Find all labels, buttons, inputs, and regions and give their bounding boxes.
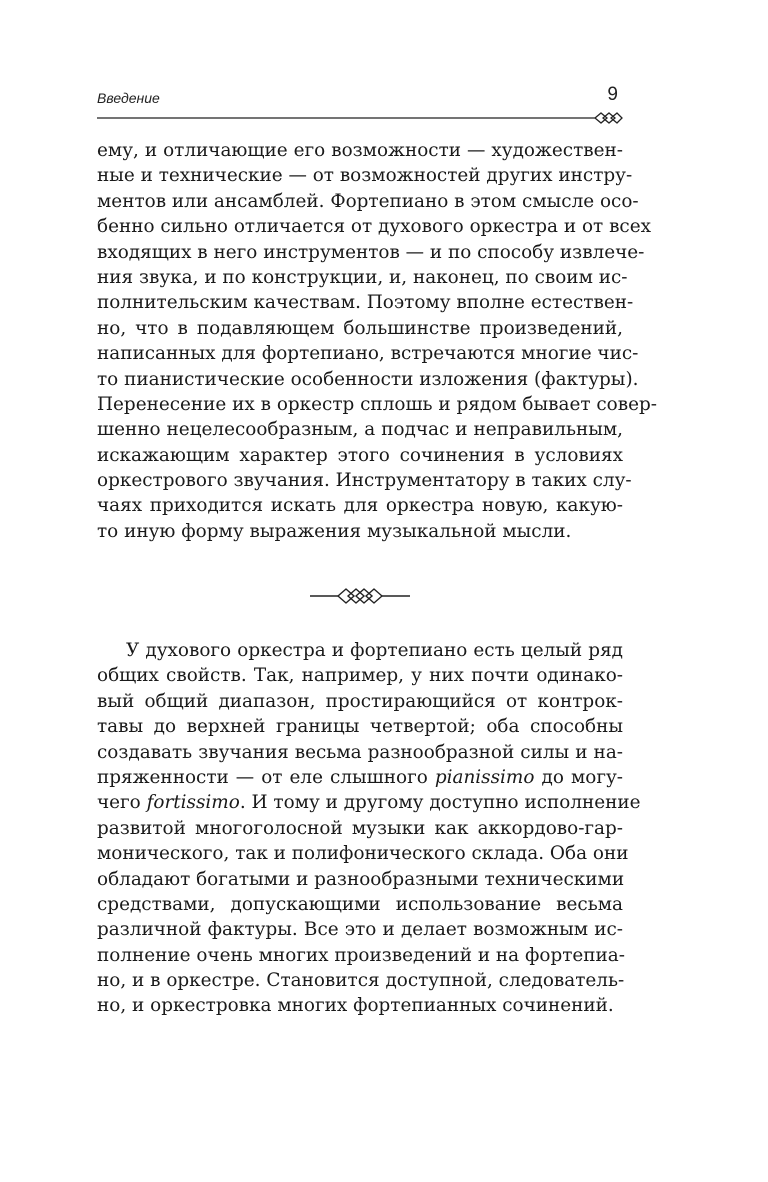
running-head: Введение [97,90,160,106]
text-line-with-italic [97,765,623,790]
text-line: написанных для фортепиано, встречаются многие чис- [97,343,639,365]
italic-term: pianissimo [434,766,535,788]
text-line: входящих в него инструментов — и по способу извлече- [97,241,645,263]
text-line: развитой многоголосной музыки как аккордово-гар- [97,817,623,839]
text-line: вый общий диапазон, простирающийся от контрок- [97,690,623,712]
text-line: но, что в подавляющем большинстве произведений, [97,317,623,339]
italic-term: fortissimo [146,792,240,814]
text-line: шенно нецелесообразным, а подчас и неправильным, [97,419,623,441]
text-line: ментов или ансамблей. Фортепиано в этом смысле осо- [97,190,639,212]
text-line: полнение очень многих произведений и на фортепиа- [97,944,625,966]
text-line: ния звука, и по конструкции, и, наконец, по своим ис- [97,266,628,288]
text-line: но, и оркестровка многих фортепианных сочинений. [97,995,614,1017]
page-header [97,84,618,110]
paragraph-1 [97,138,657,544]
text-line: чаях приходится искать для оркестра новую, какую- [97,495,623,517]
interlace-ornament-icon [310,585,410,607]
text-run: до могу- [534,766,623,788]
text-line: искажающим характер этого сочинения в условиях [97,444,623,466]
text-line: то иную форму выражения музыкальной мысли. [97,520,572,542]
text-run: чего [97,792,147,814]
text-line: тавы до верхней границы четвертой; оба способны [97,716,623,738]
text-line-with-italic [97,790,641,815]
text-line: общих свойств. Так, например, у них почти одинако- [97,665,623,687]
header-rule-ornament-icon [97,111,623,125]
text-line: оркестрового звучания. Инструментатору в таких слу- [97,470,632,492]
page-number: 9 [607,84,618,105]
text-run: пряженности — от еле слышного [97,766,435,788]
text-line: бенно сильно отличается от духового оркестра и от всех [97,216,651,238]
paragraph-2 [97,638,641,1019]
text-line: монического, так и полифонического склада. Оба они [97,843,629,865]
text-line: У духового оркестра и фортепиано есть целый ряд [126,640,623,661]
text-line: обладают богатыми и разнообразными техническими [97,868,625,890]
text-line: то пианистические особенности изложения (фактуры). [97,368,639,390]
text-line: средствами, допускающими использование весьма [97,893,623,915]
text-line: создавать звучания весьма разнообразной силы и на- [97,741,623,763]
text-line: но, и в оркестре. Становится доступной, следователь- [97,970,625,992]
text-run: . И тому и другому доступно исполнение [239,792,641,814]
text-line: ему, и отличающие его возможности — художествен- [97,140,623,161]
text-line: ные и технические — от возможностей других инстру- [97,165,633,187]
text-line: различной фактуры. Все это и делает возможным ис- [97,919,623,941]
text-line: полнительским качествам. Поэтому вполне естествен- [97,292,634,314]
text-line: Перенесение их в оркестр сплошь и рядом бывает совер- [97,393,657,415]
